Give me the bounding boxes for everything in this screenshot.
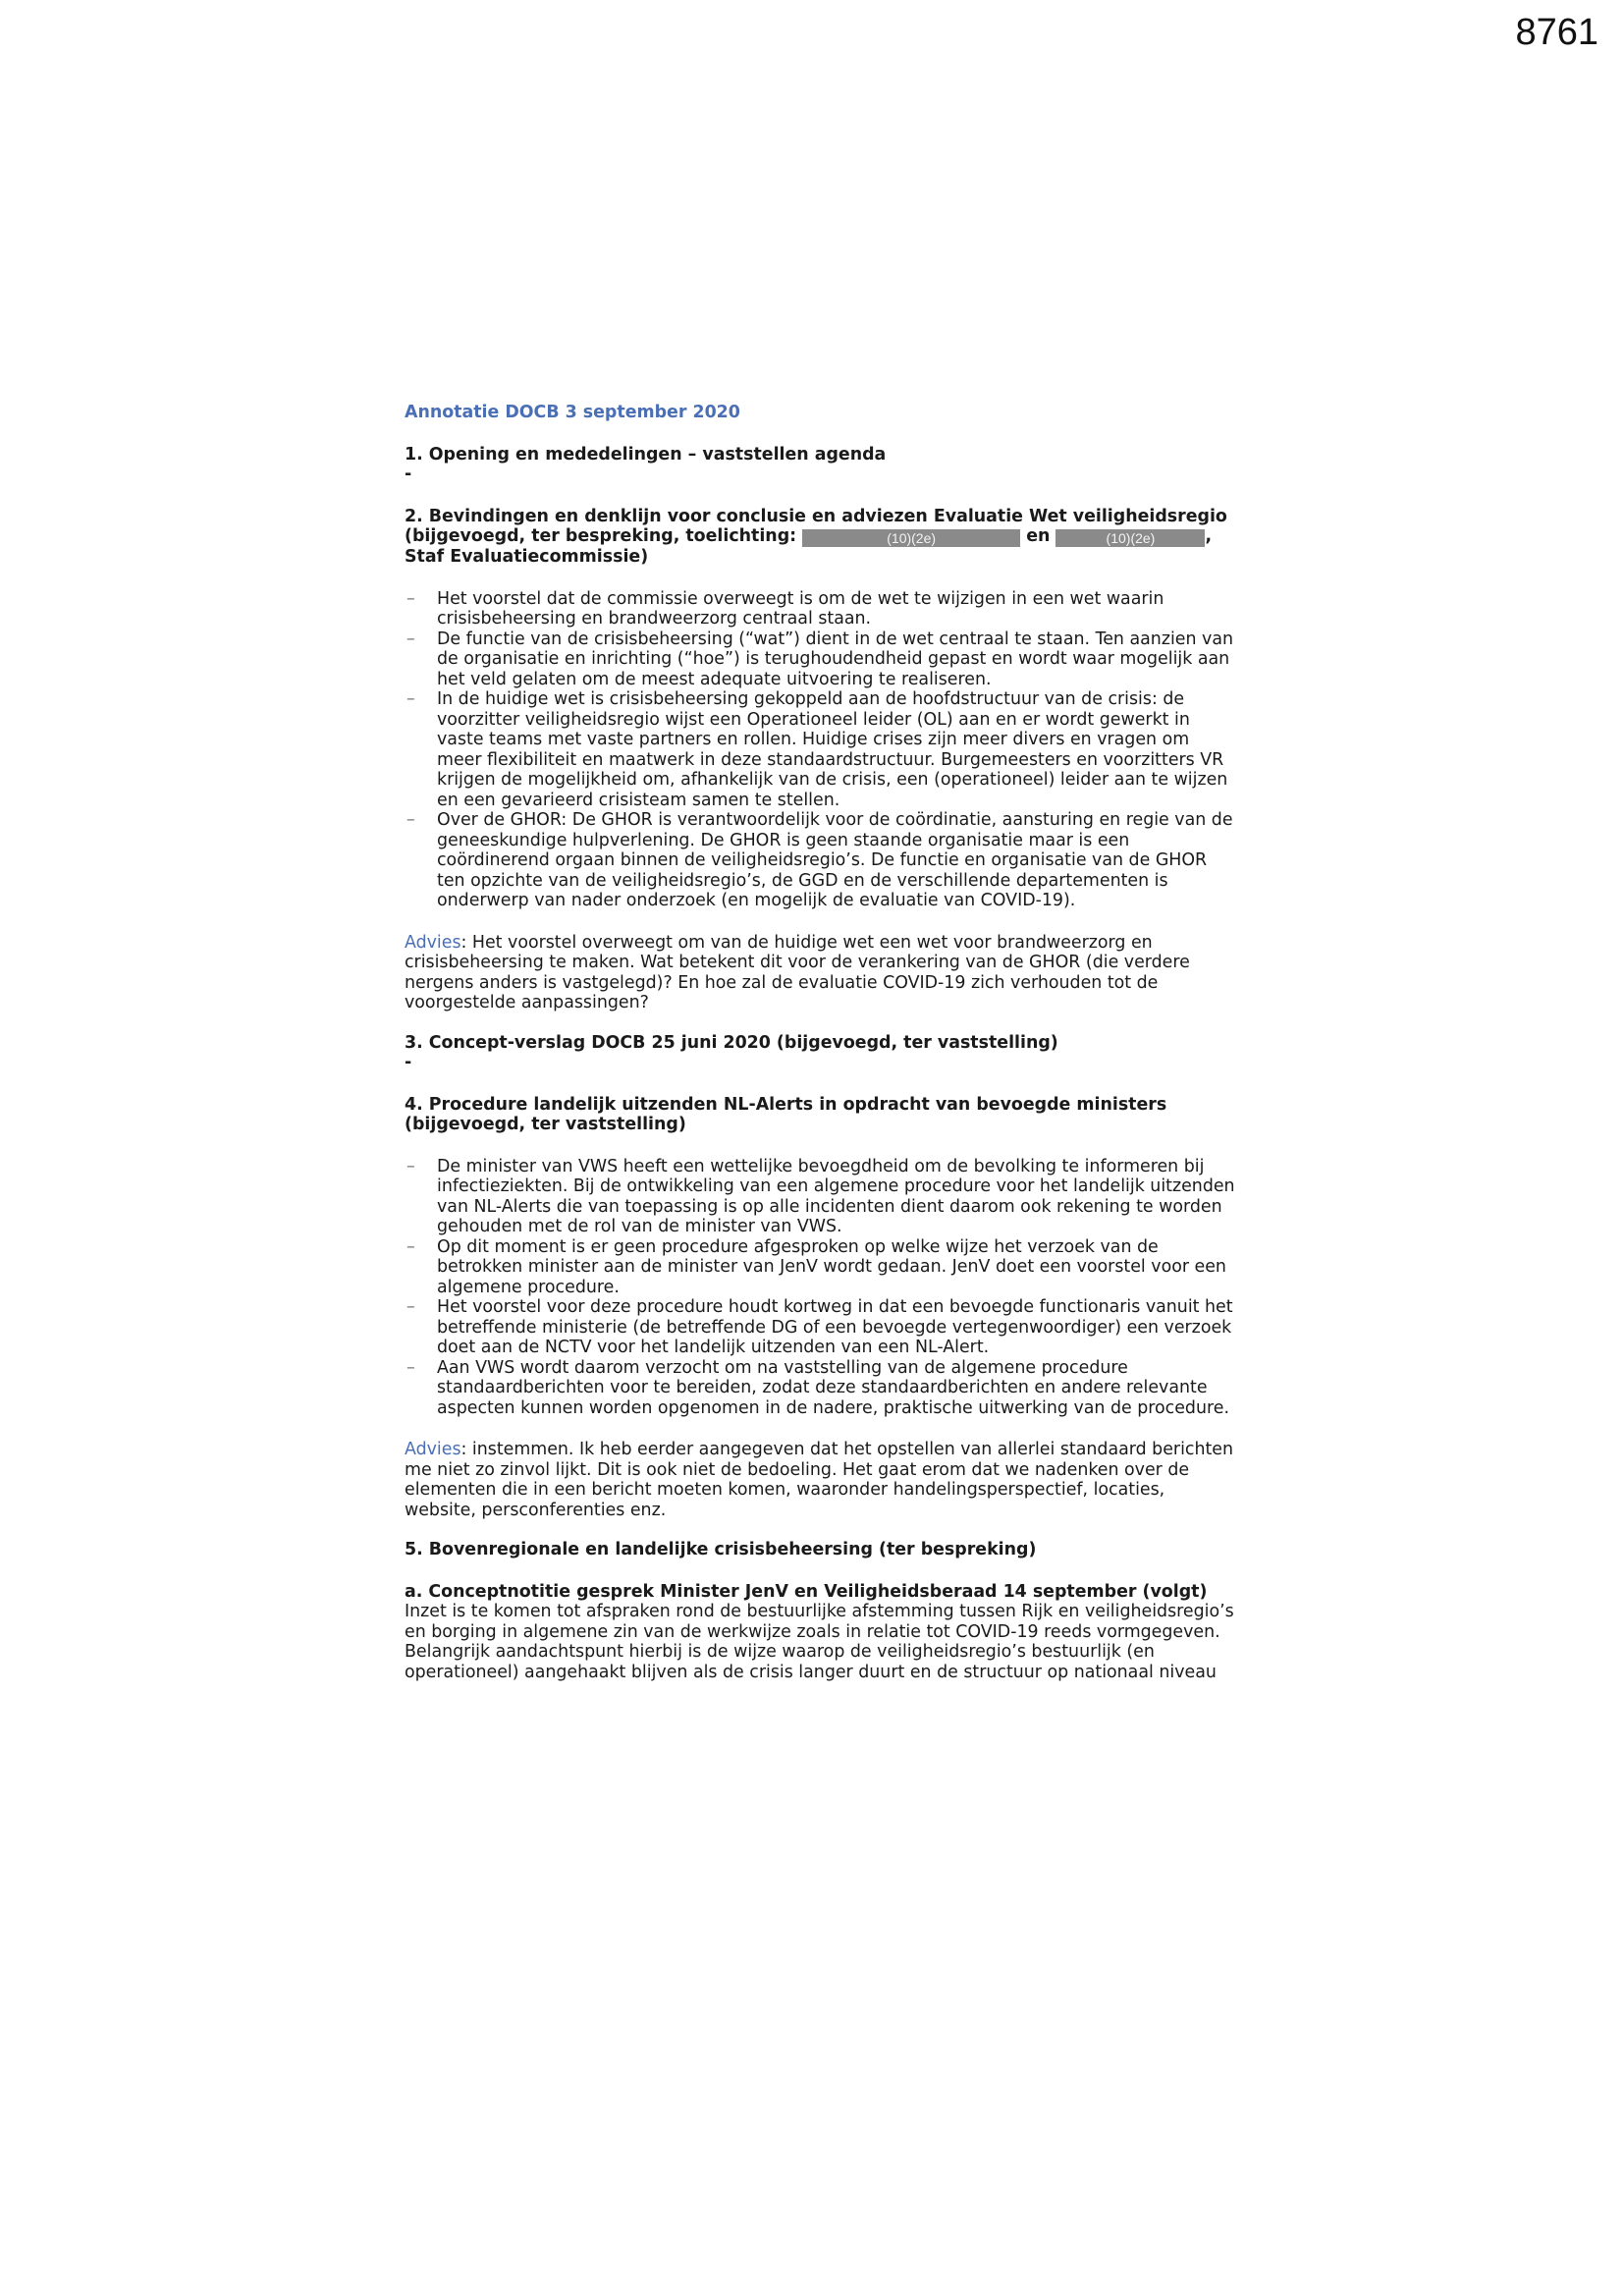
item-4-bullet-list [405, 1157, 1239, 1419]
item-4-heading: 4. Procedure landelijk uitzenden NL-Alerts in opdracht van bevoegde ministers (bijgevoegd, ter vaststelling) [405, 1094, 1167, 1134]
item-2-heading-tail: , Staf Evaluatiecommissie) [405, 526, 1213, 567]
redaction-box: (10)(2e) [802, 529, 1020, 547]
item-2-heading-text: 2. Bevindingen en denklijn voor conclusie en adviezen Evaluatie Wet veiligheidsregio (bijgevoegd, ter bespreking, toelichting: [405, 506, 1227, 546]
document-body [405, 403, 1239, 1682]
item-1-heading: 1. Opening en mededelingen – vaststellen agenda [405, 444, 887, 465]
list-item: – In de huidige wet is crisisbeheersing gekoppeld aan de hoofdstructuur van de crisis: de voorzitter veiligheidsregio wijst een Operationeel leider (OL) aan en er wordt gewerkt in vaste teams met vaste partners en rollen. Huidige crises zijn meer divers en vragen om meer flexibiliteit en maatwerk in deze standaardstructuur. Burgemeesters en voorzitters VR krijgen de mogelijkheid om, afhankelijk van de crisis, een (operationeel) leider aan te wijzen en een gevarieerd crisisteam samen te stellen. [405, 689, 1239, 810]
list-item: – Het voorstel voor deze procedure houdt kortweg in dat een bevoegde functionaris vanuit het betreffende ministerie (de betreffende DG of een bevoegde vertegenwoordiger) een verzoek doet aan de NCTV voor het landelijk uitzenden van een NL-Alert. [405, 1297, 1239, 1358]
item-1-dash: - [405, 465, 412, 484]
advice-label: Advies [405, 932, 461, 953]
item-4-advice [405, 1440, 1239, 1520]
advice-label: Advies [405, 1440, 461, 1459]
list-item: – De functie van de crisisbeheersing (“wat”) dient in de wet centraal te staan. Ten aanzien van de organisatie en inrichting (“hoe”) is terughoudendheid gepast en wordt waar mogelijk aan het veld gelaten om de meest adequate uitvoering te realiseren. [405, 629, 1239, 690]
list-item: – Het voorstel dat de commissie overweegt is om de wet te wijzigen in een wet waarin crisisbeheersing en brandweerzorg centraal staan. [405, 589, 1239, 629]
item-5a-paragraph: Inzet is te komen tot afspraken rond de bestuurlijke afstemming tussen Rijk en veiligheidsregio’s en borging in algemene zin van de werkwijze zoals in relatie tot COVID-19 reeds vormgegeven. Belangrijk aandachtspunt hierbij is de wijze waarop de veiligheidsregio’s bestuurlijk (en operationeel) aangehaakt blijven als de crisis langer duurt en de structuur op nationaal niveau [405, 1602, 1234, 1682]
advice-text: : Het voorstel overweegt om van de huidige wet een wet voor brandweerzorg en crisisbeheersing te maken. Wat betekent dit voor de verankering van de GHOR (die verdere nergens anders is vastgelegd)? En hoe zal de evaluatie COVID-19 zich verhouden tot de voorgestelde aanpassingen? [405, 932, 1190, 1012]
item-2-connector: en [1020, 526, 1056, 546]
item-3-dash: - [405, 1053, 412, 1072]
list-item: – De minister van VWS heeft een wettelijke bevoegdheid om de bevolking te informeren bij infectieziekten. Bij de ontwikkeling van een algemene procedure voor het landelijk uitzenden van NL-Alerts die van toepassing is op alle incidenten dient daarom ook rekening te worden gehouden met de rol van de minister van VWS. [405, 1157, 1239, 1237]
item-2-advice [405, 933, 1239, 1013]
item-2-heading [405, 507, 1239, 568]
list-item: – Aan VWS wordt daarom verzocht om na vaststelling van de algemene procedure standaardberichten voor te bereiden, zodat deze standaardberichten en andere relevante aspecten kunnen worden opgenomen in de nadere, praktische uitwerking van de procedure. [405, 1358, 1239, 1419]
document-title: Annotatie DOCB 3 september 2020 [405, 403, 740, 422]
item-5-heading: 5. Bovenregionale en landelijke crisisbeheersing (ter bespreking) [405, 1540, 1037, 1559]
page-number: 8761 [1515, 12, 1598, 53]
advice-text: : instemmen. Ik heb eerder aangegeven dat het opstellen van allerlei standaard berichten me niet zo zinvol lijkt. Dit is ook niet de bedoeling. Het gaat erom dat we nadenken over de elementen die in een bericht moeten komen, waaronder handelingsperspectief, locaties, website, persconferenties enz. [405, 1440, 1234, 1520]
item-5a-heading: a. Conceptnotitie gesprek Minister JenV en Veiligheidsberaad 14 september (volgt) [405, 1581, 1208, 1602]
list-item: – Op dit moment is er geen procedure afgesproken op welke wijze het verzoek van de betrokken minister aan de minister van JenV wordt gedaan. JenV doet een voorstel voor een algemene procedure. [405, 1237, 1239, 1298]
item-2-bullet-list [405, 589, 1239, 911]
item-3-heading: 3. Concept-verslag DOCB 25 juni 2020 (bijgevoegd, ter vaststelling) [405, 1032, 1058, 1053]
redaction-box: (10)(2e) [1056, 529, 1205, 547]
list-item: – Over de GHOR: De GHOR is verantwoordelijk voor de coördinatie, aansturing en regie van de geneeskundige hulpverlening. De GHOR is geen staande organisatie maar is een coördinerend orgaan binnen de veiligheidsregio’s. De functie en organisatie van de GHOR ten opzichte van de veiligheidsregio’s, de GGD en de verschillende departementen is onderwerp van nader onderzoek (en mogelijk de evaluatie van COVID-19). [405, 810, 1239, 911]
